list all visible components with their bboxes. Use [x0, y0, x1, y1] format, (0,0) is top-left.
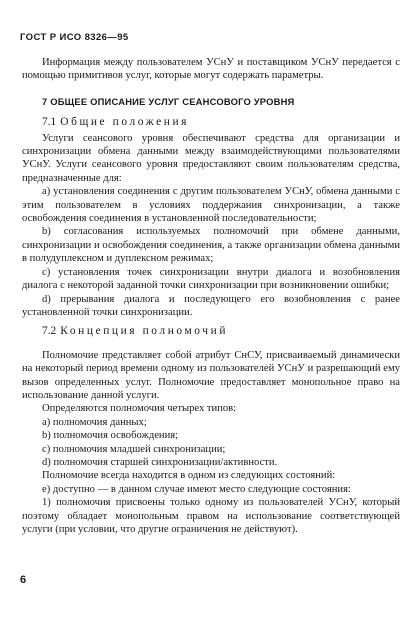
intro-paragraph: Информация между пользователем УСнУ и поставщиком УСнУ передается с помощью примитивов услуг, которые могут содержать параметры. — [22, 57, 400, 82]
list-item-e: е) доступно — в данном случае имеют место следующие состояния: — [42, 483, 351, 495]
document-header: ГОСТ Р ИСО 8326—95 — [20, 32, 129, 43]
paragraph: Полномочие всегда находится в одном из следующих состояний: — [42, 470, 336, 482]
list-item-b: b) согласования используемых полномочий при обмене данными, синхронизации и освобождения соединения, а также организации обмена данными в полудуплексном и дуплексном режимах; — [22, 226, 400, 265]
list-item-a: а) установления соединения с другим пользователем УСнУ, обмена данными с этим пользователем в условиях поддержания синхронизации, а также освобождения соединения в установленной последовательности; — [22, 186, 400, 225]
list-item-a: а) полномочия данных; — [42, 416, 147, 428]
page-body — [22, 56, 400, 536]
list-item-c: c) установления точек синхронизации внутри диалога и возобновления диалога с некоторой заданной точки синхронизации при возникновении ошибки; — [22, 266, 400, 292]
subsection-heading: Концепция полномочий — [60, 325, 229, 338]
section-title: 7 ОБЩЕЕ ОПИСАНИЕ УСЛУГ СЕАНСОВОГО УРОВНЯ — [42, 95, 295, 107]
list-item-1: 1) полномочия присвоены только одному из пользователей УСнУ, который поэтому обладает монопольным правом на использование соответствующей услуги (при условии, что другие ограничения не действуют). — [22, 497, 400, 535]
subsection-number: 7.1 — [42, 116, 57, 129]
subsection-title-7-2 — [42, 325, 400, 338]
subsection-heading: Общие положения — [60, 116, 189, 129]
subsection-title-7-1 — [42, 116, 400, 129]
paragraph: Полномочие представляет собой атрибут СнСУ, присваиваемый динамически на некоторый период времени одному из пользователей УСнУ и разрешающий ему вызов определенных услуг. Полномочие предоставляет монопольное право на использование данной услуги. — [22, 349, 400, 401]
list-item-b: b) полномочия освобождения; — [42, 430, 179, 442]
paragraph: Услуги сеансового уровня обеспечивают средства для организации и синхронизации обмена данными между взаимодействующими пользователями УСнУ. Услуги сеансового уровня предоставляют своим пользователям средства, предназначенные для: — [22, 132, 400, 184]
list-item-d: d) прерывания диалога и последующего его возобновления с ранее установленной точки синхронизации. — [22, 293, 400, 318]
subsection-number: 7.2 — [42, 325, 57, 338]
list-item-c: c) полномочия младшей синхронизации; — [42, 443, 226, 455]
list-item-d: d) полномочия старшей синхронизации/активности. — [42, 456, 278, 468]
page-number: 6 — [20, 574, 27, 586]
spacer — [22, 341, 400, 349]
paragraph: Определяются полномочия четырех типов: — [42, 403, 237, 415]
